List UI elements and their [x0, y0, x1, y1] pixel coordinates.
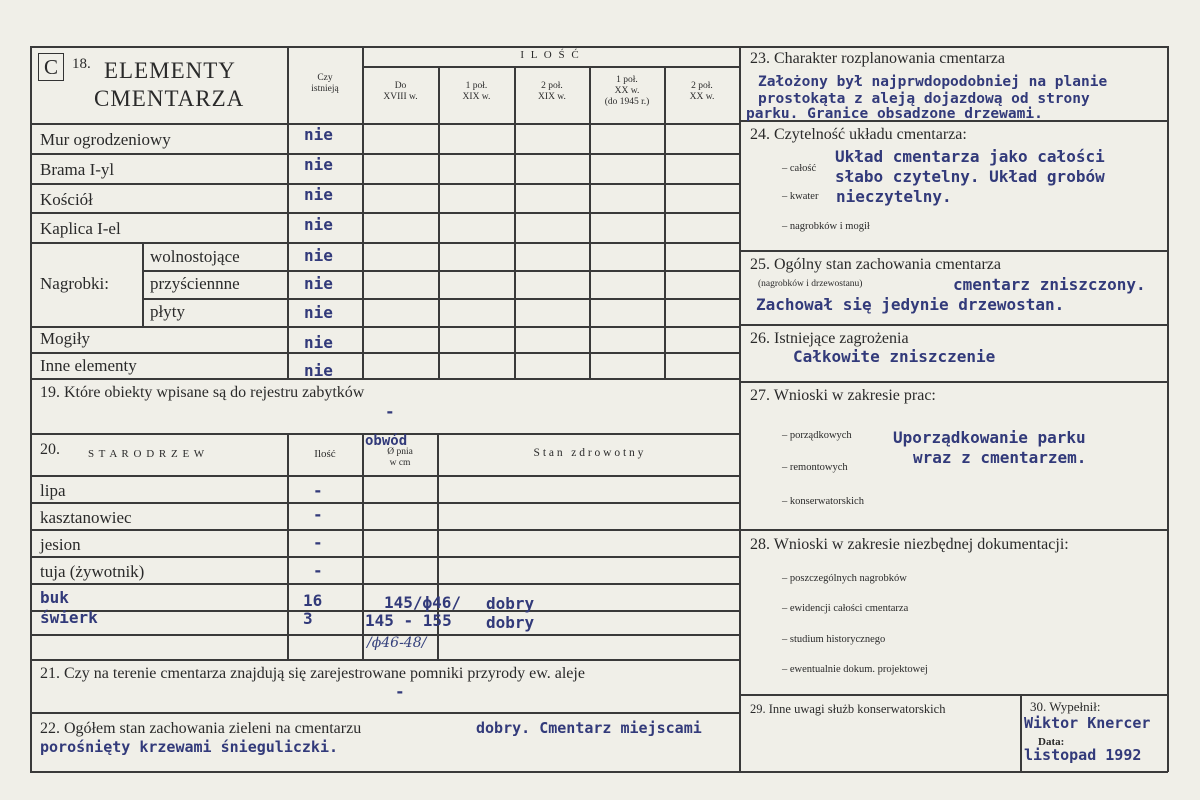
- tree-stan-buk: dobry: [486, 594, 535, 613]
- section-27-line-2: wraz z cmentarzem.: [913, 448, 1087, 467]
- section-21-label: 21. Czy na terenie cmentarza znajdują się zarejestrowane pomniki przyrody ew. aleje: [40, 665, 585, 682]
- section-23-line-1: Założony był najprwdopodobniej na planie: [758, 74, 1108, 90]
- konserwatorskich-label: – konserwatorskich: [782, 496, 864, 507]
- grid-line: [142, 242, 144, 326]
- grid-line: [514, 66, 516, 378]
- section-26-value: Całkowite zniszczenie: [793, 347, 996, 366]
- period-4-l3: (do 1945 r.): [604, 97, 650, 107]
- period-1-l2: XVIII w.: [383, 92, 418, 102]
- porzadkowych-label: – porządkowych: [782, 430, 852, 441]
- remontowych-label: – remontowych: [782, 462, 848, 473]
- czy-line2: istnieją: [311, 84, 339, 94]
- grid-line: [30, 659, 739, 661]
- answer-mogily: nie: [304, 333, 333, 352]
- frame-left: [30, 46, 32, 772]
- grid-line: [30, 123, 739, 125]
- pnia-line1: Ø pnia: [387, 447, 413, 457]
- section-22-label: 22. Ogółem stan zachowania zieleni na cmentarzu: [40, 720, 362, 737]
- period-4-l2: XX w.: [614, 86, 640, 96]
- frame-bottom: [30, 771, 1168, 773]
- title-line-1: ELEMENTY: [104, 58, 236, 83]
- answer-kaplica: nie: [304, 215, 333, 234]
- answer-wolnostojace: nie: [304, 246, 333, 265]
- section-27-line-1: Uporządkowanie parku: [893, 428, 1086, 447]
- grid-line: [739, 694, 1168, 696]
- tree-qty-jesion: -: [313, 533, 323, 552]
- grid-line: [30, 352, 739, 354]
- section-27-label: 27. Wnioski w zakresie prac:: [750, 387, 936, 404]
- period-header-5: [665, 81, 739, 103]
- answer-kosciol: nie: [304, 185, 333, 204]
- period-1-l1: Do: [394, 81, 407, 91]
- answer-przyscienne: nie: [304, 274, 333, 293]
- answer-mur: nie: [304, 125, 333, 144]
- tree-qty-lipa: -: [313, 481, 323, 500]
- grid-line: [739, 324, 1168, 326]
- grid-line: [30, 153, 739, 155]
- date-value: listopad 1992: [1024, 746, 1142, 764]
- period-3-l1: 2 poł.: [541, 81, 563, 91]
- row-label-mogily: Mogiły: [40, 329, 91, 348]
- section-number-18: 18.: [72, 56, 91, 72]
- grid-line: [739, 381, 1168, 383]
- period-4-l1: 1 poł.: [616, 75, 638, 85]
- obwod-handwritten: obwód: [365, 433, 408, 449]
- row-label-kaplica: Kaplica I-el: [40, 219, 121, 238]
- kwater-label: – kwater: [782, 191, 819, 202]
- period-header-3: [515, 81, 589, 103]
- section-23-line-3: parku. Granice obsadzone drzewami.: [746, 106, 1043, 122]
- czy-istnieja-header: [288, 73, 362, 95]
- grid-line: [30, 712, 739, 714]
- section-20-number: 20.: [40, 441, 60, 458]
- grid-line: [30, 475, 739, 477]
- ilosc-col-header: Ilość: [314, 448, 336, 460]
- calosc-label: – całość: [782, 163, 817, 174]
- grid-line: [664, 66, 666, 378]
- grid-line: [142, 298, 739, 300]
- date-label: Data:: [1038, 736, 1065, 748]
- period-2-l1: 1 poł.: [465, 81, 488, 91]
- ilosc-header: I L O Ś Ć: [520, 49, 581, 61]
- starodrzew-header: S T A R O D R Z E W: [88, 448, 206, 460]
- grid-line: [362, 66, 739, 68]
- nagrobkow-mogil-label: – nagrobków i mogił: [782, 221, 870, 232]
- grid-line: [30, 556, 739, 558]
- grid-line: [1020, 694, 1022, 772]
- frame-right: [1167, 46, 1169, 772]
- frame-top: [30, 46, 1168, 48]
- dokumentacja-item-4: – ewentualnie dokum. projektowej: [782, 664, 928, 675]
- grid-line: [589, 66, 591, 378]
- grid-line: [30, 242, 739, 244]
- grid-line: [30, 183, 739, 185]
- section-25-line-1: cmentarz zniszczony.: [953, 275, 1146, 294]
- section-25-line-2: Zachował się jedynie drzewostan.: [756, 295, 1065, 314]
- grid-line: [30, 583, 739, 585]
- section-30-label: 30. Wypełnił:: [1030, 699, 1101, 714]
- section-24-line-2: słabo czytelny. Układ grobów: [835, 167, 1105, 186]
- row-label-kosciol: Kościół: [40, 190, 93, 209]
- section-19-label: 19. Które obiekty wpisane są do rejestru zabytków: [40, 384, 365, 401]
- section-22-value-1: dobry. Cmentarz miejscami: [476, 719, 702, 737]
- dokumentacja-item-2: – ewidencji całości cmentarza: [782, 603, 909, 614]
- tree-name-jesion: jesion: [40, 535, 81, 554]
- row-label-mur: Mur ogrodzeniowy: [40, 130, 171, 149]
- section-24-line-1: Układ cmentarza jako całości: [835, 147, 1105, 166]
- grid-line: [287, 433, 289, 659]
- section-24-line-3: nieczytelny.: [836, 187, 952, 206]
- period-header-1: [363, 81, 438, 103]
- grid-line: [142, 270, 739, 272]
- section-21-value: -: [395, 682, 405, 701]
- section-24-label: 24. Czytelność układu cmentarza:: [750, 126, 967, 143]
- period-2-l2: XIX w.: [462, 92, 491, 102]
- tree-name-buk: buk: [40, 588, 69, 607]
- grid-line: [739, 250, 1168, 252]
- dokumentacja-item-1: – poszczególnych nagrobków: [782, 573, 907, 584]
- answer-plyty: nie: [304, 303, 333, 322]
- title-line-2: CMENTARZA: [94, 86, 245, 111]
- row-label-przyscienne: przyściennne: [150, 274, 240, 293]
- tree-qty-kasztanowiec: -: [313, 505, 323, 524]
- dokumentacja-item-3: – studium historycznego: [782, 634, 886, 645]
- tree-name-lipa: lipa: [40, 481, 66, 500]
- grid-line: [30, 529, 739, 531]
- pnia-line2: w cm: [389, 458, 411, 468]
- answer-brama: nie: [304, 155, 333, 174]
- section-23-label: 23. Charakter rozplanowania cmentarza: [750, 50, 1005, 67]
- grid-line: [30, 326, 739, 328]
- section-22-value-2: porośnięty krzewami śnieguliczki.: [40, 738, 339, 756]
- grid-line: [30, 378, 739, 380]
- grid-line: [30, 212, 739, 214]
- tree-qty-tuja: -: [313, 561, 323, 580]
- tree-qty-buk: 16: [303, 591, 323, 610]
- row-label-plyty: płyty: [150, 302, 185, 321]
- answer-inne: nie: [304, 361, 333, 376]
- tree-obwod-swierk-2: /ϕ46-48/: [367, 635, 427, 651]
- czy-line1: Czy: [317, 73, 333, 83]
- section-23-line-2: prostokąta z aleją dojazdową od strony: [758, 91, 1090, 107]
- section-29-label: 29. Inne uwagi służb konserwatorskich: [750, 702, 946, 716]
- section-19-value: -: [385, 402, 395, 421]
- period-header-4: [590, 75, 664, 108]
- stan-col-header: S t a n z d r o w o t n y: [533, 447, 644, 459]
- row-label-wolnostojace: wolnostojące: [150, 247, 240, 266]
- section-25-label: 25. Ogólny stan zachowania cmentarza: [750, 256, 1002, 273]
- grid-line: [438, 66, 440, 378]
- pnia-col-header: [363, 447, 437, 469]
- filled-by-name: Wiktor Knercer: [1024, 714, 1151, 732]
- card-code-box: C: [38, 53, 64, 81]
- tree-obwod-buk: 145/ϕ46/: [384, 593, 462, 612]
- tree-name-kasztanowiec: kasztanowiec: [40, 508, 132, 527]
- tree-obwod-swierk: 145 - 155: [365, 611, 452, 630]
- tree-stan-swierk: dobry: [486, 613, 535, 632]
- row-label-nagrobki: Nagrobki:: [40, 274, 109, 293]
- grid-line: [739, 529, 1168, 531]
- row-label-inne: Inne elementy: [40, 356, 137, 375]
- section-26-label: 26. Istniejące zagrożenia: [750, 330, 909, 347]
- tree-qty-swierk: 3: [303, 609, 313, 628]
- section-25-sub: (nagrobków i drzewostanu): [758, 279, 863, 289]
- row-label-brama: Brama I-yl: [40, 160, 115, 179]
- section-28-label: 28. Wnioski w zakresie niezbędnej dokumentacji:: [750, 536, 1069, 553]
- period-header-2: [439, 81, 514, 103]
- period-5-l1: 2 poł.: [691, 81, 713, 91]
- period-5-l2: XX w.: [689, 92, 715, 102]
- tree-name-swierk: świerk: [40, 608, 98, 627]
- grid-line: [30, 502, 739, 504]
- column-divider: [739, 46, 741, 772]
- tree-name-tuja: tuja (żywotnik): [40, 562, 145, 581]
- period-3-l2: XIX w.: [538, 92, 566, 102]
